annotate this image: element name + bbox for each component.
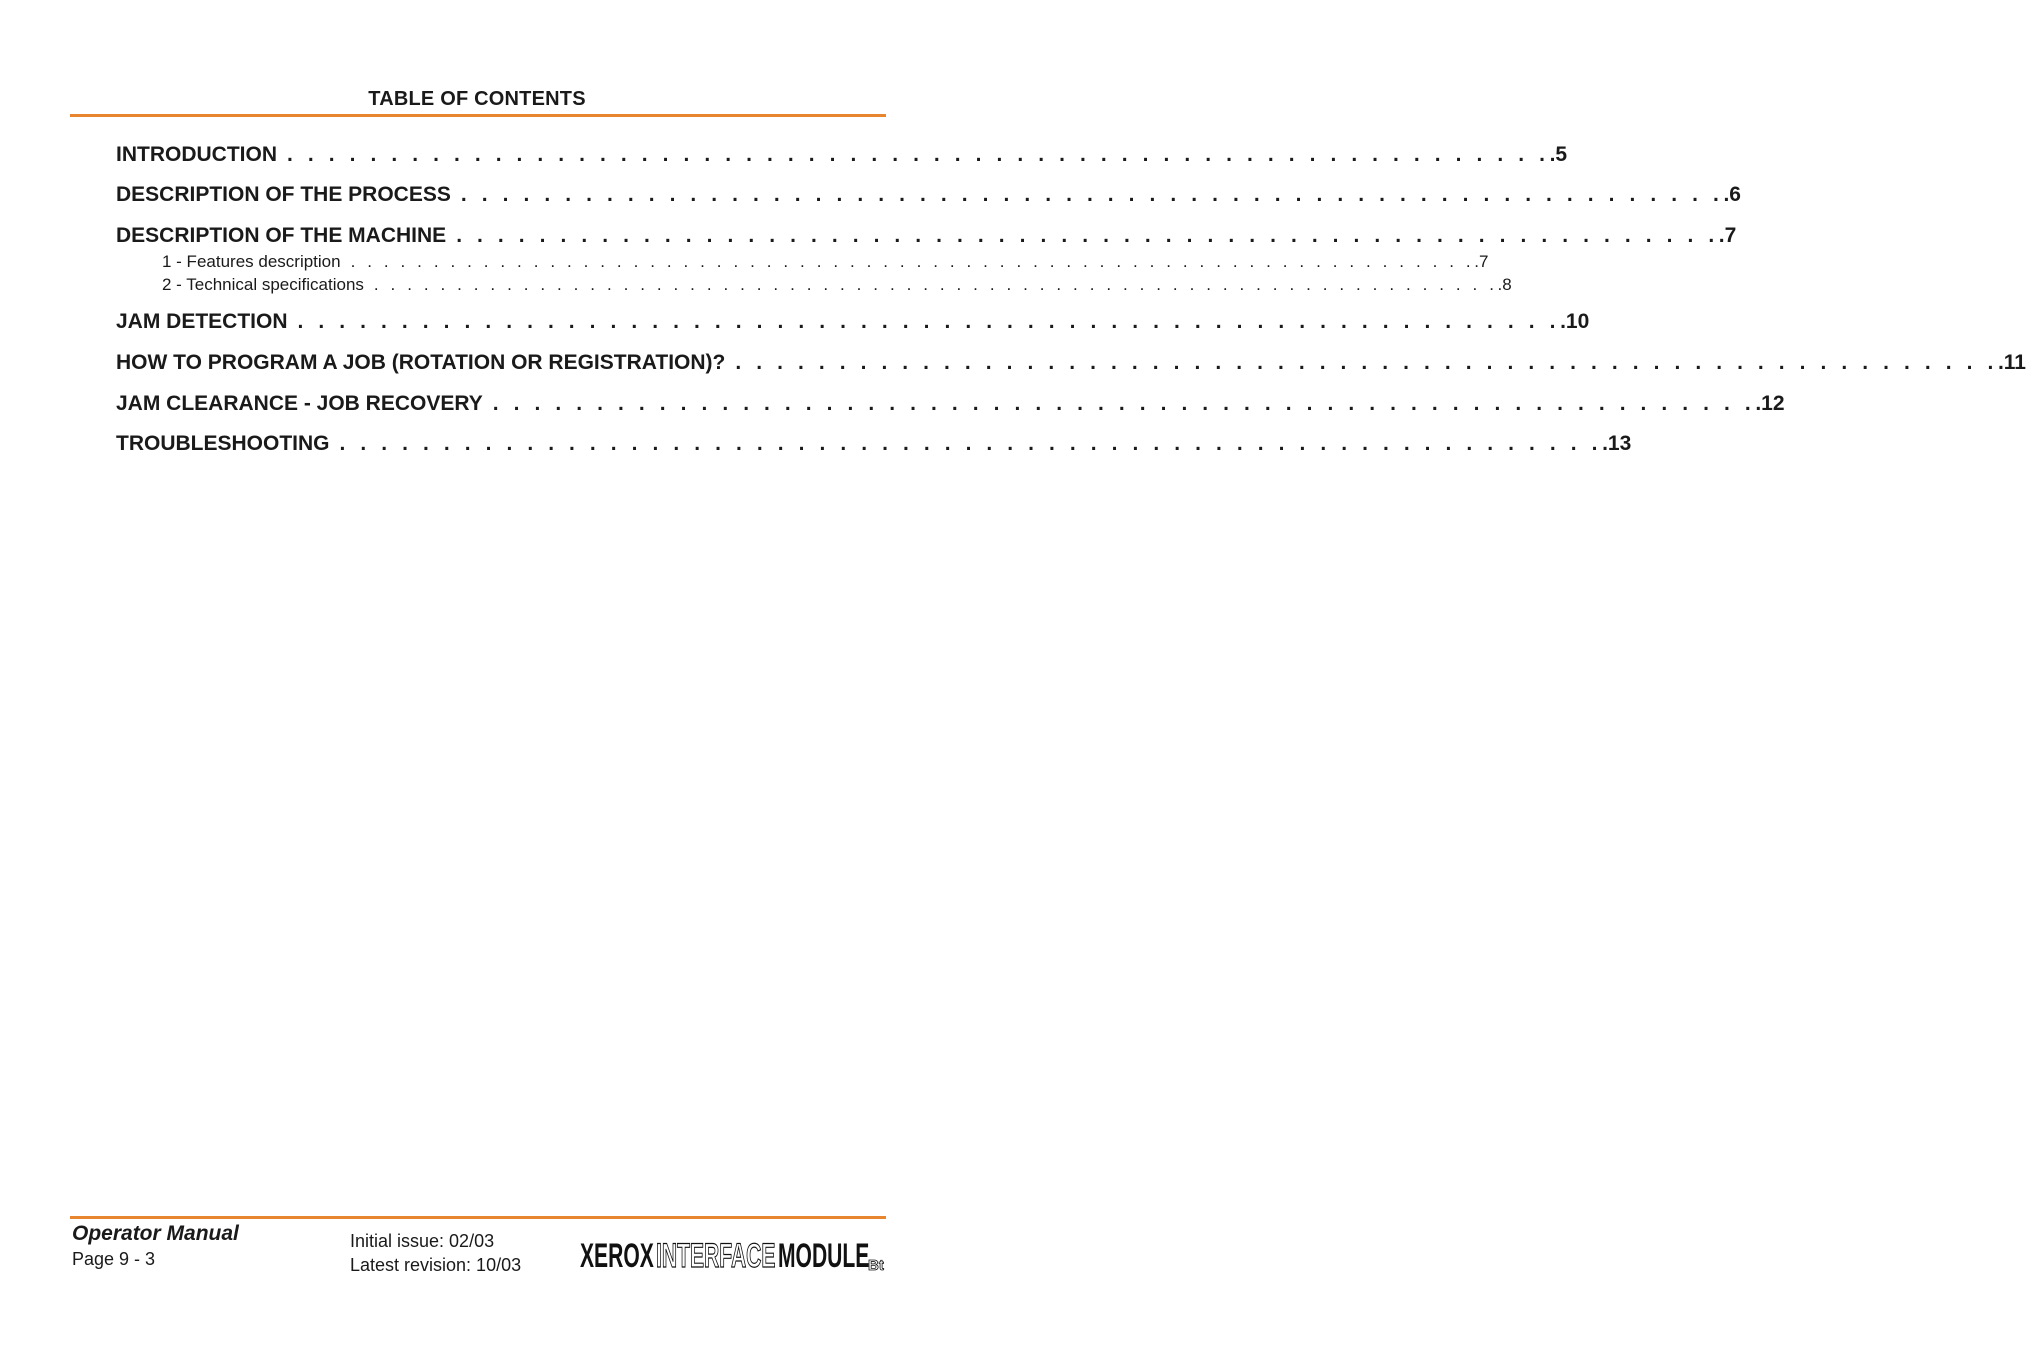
toc-entry[interactable] bbox=[116, 392, 1785, 416]
logo-part-interface: INTERFACE bbox=[656, 1237, 776, 1275]
leader-dots: . . . . . . . . . . . . . . . . . . . . . . . . . . . . . . . . . . . . . . . . . . . . . . . . . . . . . . . . . . . . . bbox=[297, 310, 1561, 333]
latest-revision: Latest revision: 10/03 bbox=[350, 1255, 522, 1275]
leader-dots: . . . . . . . . . . . . . . . . . . . . . . . . . . . . . . . . . . . . . . . . . . . . . . . . . . . . . . . . . . . . . bbox=[287, 143, 1550, 166]
toc-entry-page: .10 bbox=[1560, 310, 1590, 333]
page-number: Page 9 - 3 bbox=[72, 1249, 156, 1269]
toc-entry-label: TROUBLESHOOTING bbox=[116, 432, 330, 455]
toc-entry-label: INTRODUCTION bbox=[116, 143, 277, 166]
toc-entry-label: 1 - Features description bbox=[162, 252, 341, 271]
toc-entry-page: .7 bbox=[1474, 252, 1489, 271]
xerox-interface-module-logo bbox=[580, 1235, 886, 1273]
footer-left bbox=[72, 1222, 239, 1270]
logo-suffix: Bt bbox=[868, 1257, 884, 1274]
leader-dots: . . . . . . . . . . . . . . . . . . . . . . . . . . . . . . . . . . . . . . . . . . . . . . . . . . . . . . . . . . . . . . . . . . . . bbox=[373, 275, 1498, 294]
initial-issue: Initial issue: 02/03 bbox=[350, 1231, 495, 1251]
leader-dots: . . . . . . . . . . . . . . . . . . . . . . . . . . . . . . . . . . . . . . . . . . . . . . . . . . . . . . . . . . . . . bbox=[456, 224, 1719, 247]
leader-dots: . . . . . . . . . . . . . . . . . . . . . . . . . . . . . . . . . . . . . . . . . . . . . . . . . . . . . . . . . . . . . . . . . . . . bbox=[350, 252, 1475, 271]
toc-entry-page: .8 bbox=[1497, 275, 1512, 294]
footer-rule bbox=[70, 1216, 886, 1219]
toc-entry[interactable] bbox=[116, 351, 2026, 375]
toc-entry-page: .5 bbox=[1549, 143, 1568, 166]
toc-entry-page: .6 bbox=[1723, 183, 1741, 206]
toc-entry-label: 2 - Technical specifications bbox=[162, 275, 364, 294]
toc-entry[interactable] bbox=[116, 183, 1741, 207]
header-rule bbox=[70, 114, 886, 117]
toc-title: TABLE OF CONTENTS bbox=[368, 88, 586, 110]
leader-dots: . . . . . . . . . . . . . . . . . . . . . . . . . . . . . . . . . . . . . . . . . . . . . . . . . . . . . . . . . . . . . bbox=[492, 392, 1756, 415]
toc-entry-label: JAM CLEARANCE - JOB RECOVERY bbox=[116, 392, 483, 415]
toc-entry-label: HOW TO PROGRAM A JOB (ROTATION OR REGISTRATION)? bbox=[116, 351, 726, 374]
toc-entry-label: DESCRIPTION OF THE MACHINE bbox=[116, 224, 447, 247]
toc-subentry[interactable] bbox=[116, 275, 1512, 295]
toc-entry[interactable] bbox=[116, 143, 1568, 167]
leader-dots: . . . . . . . . . . . . . . . . . . . . . . . . . . . . . . . . . . . . . . . . . . . . . . . . . . . . . . . . . . . . . bbox=[460, 183, 1724, 206]
toc-subentry[interactable] bbox=[116, 252, 1489, 272]
footer-revision bbox=[350, 1229, 521, 1277]
toc-entry[interactable] bbox=[116, 432, 1632, 456]
toc-entry[interactable] bbox=[116, 224, 1737, 248]
toc-entry-page: .7 bbox=[1718, 224, 1737, 247]
toc-entry-page: .13 bbox=[1602, 432, 1632, 455]
toc-entry-label: JAM DETECTION bbox=[116, 310, 288, 333]
logo-part-module: MODULE bbox=[778, 1237, 870, 1275]
leader-dots: . . . . . . . . . . . . . . . . . . . . . . . . . . . . . . . . . . . . . . . . . . . . . . . . . . . . . . . . . . . . . bbox=[735, 351, 1998, 374]
leader-dots: . . . . . . . . . . . . . . . . . . . . . . . . . . . . . . . . . . . . . . . . . . . . . . . . . . . . . . . . . . . . . bbox=[339, 432, 1603, 455]
manual-title: Operator Manual bbox=[72, 1222, 239, 1245]
toc-entry-label: DESCRIPTION OF THE PROCESS bbox=[116, 183, 451, 206]
logo-part-xerox: XEROX bbox=[580, 1237, 654, 1275]
toc-entry-page: .11 bbox=[1997, 351, 2026, 374]
toc-entry[interactable] bbox=[116, 310, 1590, 334]
toc-entry-page: .12 bbox=[1755, 392, 1785, 415]
